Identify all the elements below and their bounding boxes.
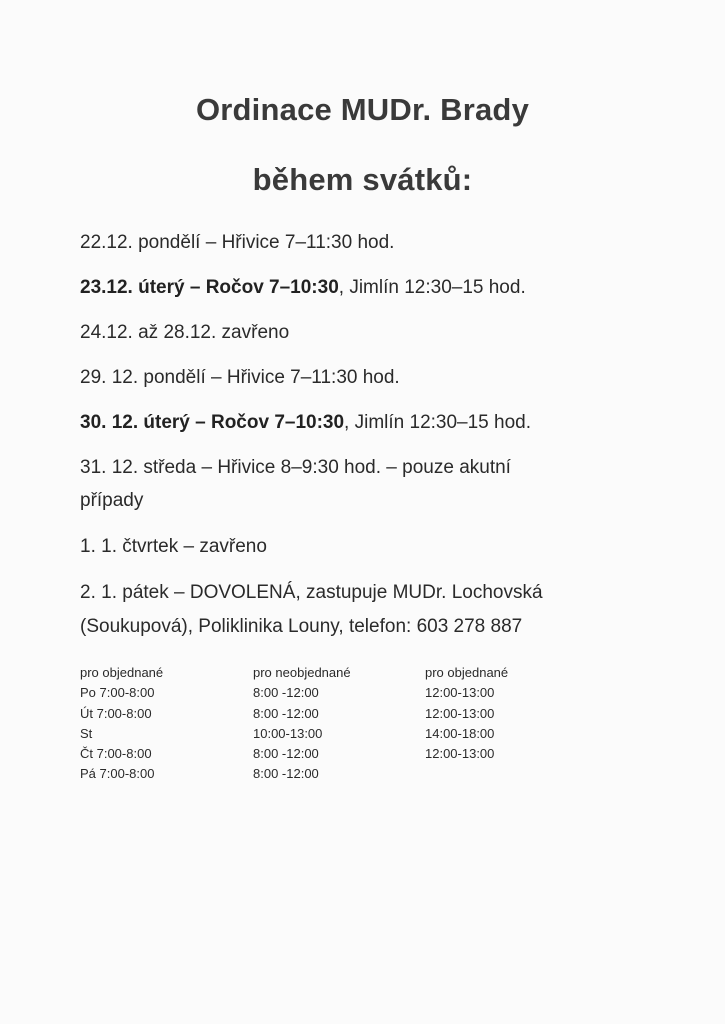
notice-5-bold: 30. 12. úterý – Ročov 7–10:30 [80, 412, 345, 433]
notice-line-8 [80, 578, 680, 608]
schedule-cell: Čt 7:00-8:00 [80, 746, 152, 762]
schedule-cell: Pá 7:00-8:00 [80, 766, 155, 782]
notice-6-cont: případy [80, 490, 144, 511]
schedule-cell: 8:00 -12:00 [253, 766, 319, 782]
schedule-column-unordered [253, 663, 351, 785]
notice-5-text: , Jimlín 12:30–15 hod. [344, 412, 532, 433]
schedule-cell: 8:00 -12:00 [253, 705, 319, 721]
schedule-header: pro objednané [80, 665, 164, 680]
notice-8-text: 2. 1. pátek – DOVOLENÁ, zastupuje MUDr. Lochovská [80, 582, 543, 603]
notice-line-5 [80, 408, 680, 438]
notice-1-text: 22.12. pondělí – Hřivice 7–11:30 hod. [80, 232, 395, 253]
notice-line-1 [80, 228, 680, 258]
notice-line-2 [80, 273, 680, 303]
title-line-1: Ordinace MUDr. Brady [195, 92, 530, 127]
schedule-cell: 12:00-13:00 [425, 746, 495, 762]
notice-line-6 [80, 453, 680, 483]
schedule-cell: 12:00-13:00 [425, 705, 495, 721]
notice-line-8-continued [80, 612, 680, 642]
schedule-cell: 14:00-18:00 [425, 725, 495, 741]
notice-4-text: 29. 12. pondělí – Hřivice 7–11:30 hod. [80, 367, 400, 388]
schedule-cell: St [80, 725, 93, 741]
schedule-header: pro neobjednané [253, 665, 351, 680]
schedule-header: pro objednané [425, 665, 509, 680]
schedule-cell: 10:00-13:00 [253, 725, 323, 741]
schedule-column-ordered-afternoon [425, 663, 508, 764]
notice-2-bold: 23.12. úterý – Ročov 7–10:30 [80, 277, 339, 298]
notice-line-4 [80, 363, 680, 393]
notice-6-text: 31. 12. středa – Hřivice 8–9:30 hod. – pouze akutní [80, 457, 511, 478]
schedule-cell: Po 7:00-8:00 [80, 685, 155, 701]
notice-line-6-continued [80, 486, 680, 516]
notice-7-text: 1. 1. čtvrtek – zavřeno [80, 536, 267, 557]
schedule-cell: 12:00-13:00 [425, 685, 495, 701]
schedule-column-ordered-morning [80, 663, 163, 785]
schedule-cell: 8:00 -12:00 [253, 746, 319, 762]
schedule-cell: 8:00 -12:00 [253, 685, 319, 701]
notice-3-text: 24.12. až 28.12. zavřeno [80, 322, 290, 343]
notice-line-7 [80, 532, 680, 562]
notice-8-cont: (Soukupová), Poliklinika Louny, telefon: 603 278 887 [80, 616, 523, 637]
title-line-2: během svátků: [252, 162, 473, 197]
notice-2-text: , Jimlín 12:30–15 hod. [338, 277, 526, 298]
schedule-cell: Út 7:00-8:00 [80, 705, 152, 721]
notice-line-3 [80, 318, 680, 348]
